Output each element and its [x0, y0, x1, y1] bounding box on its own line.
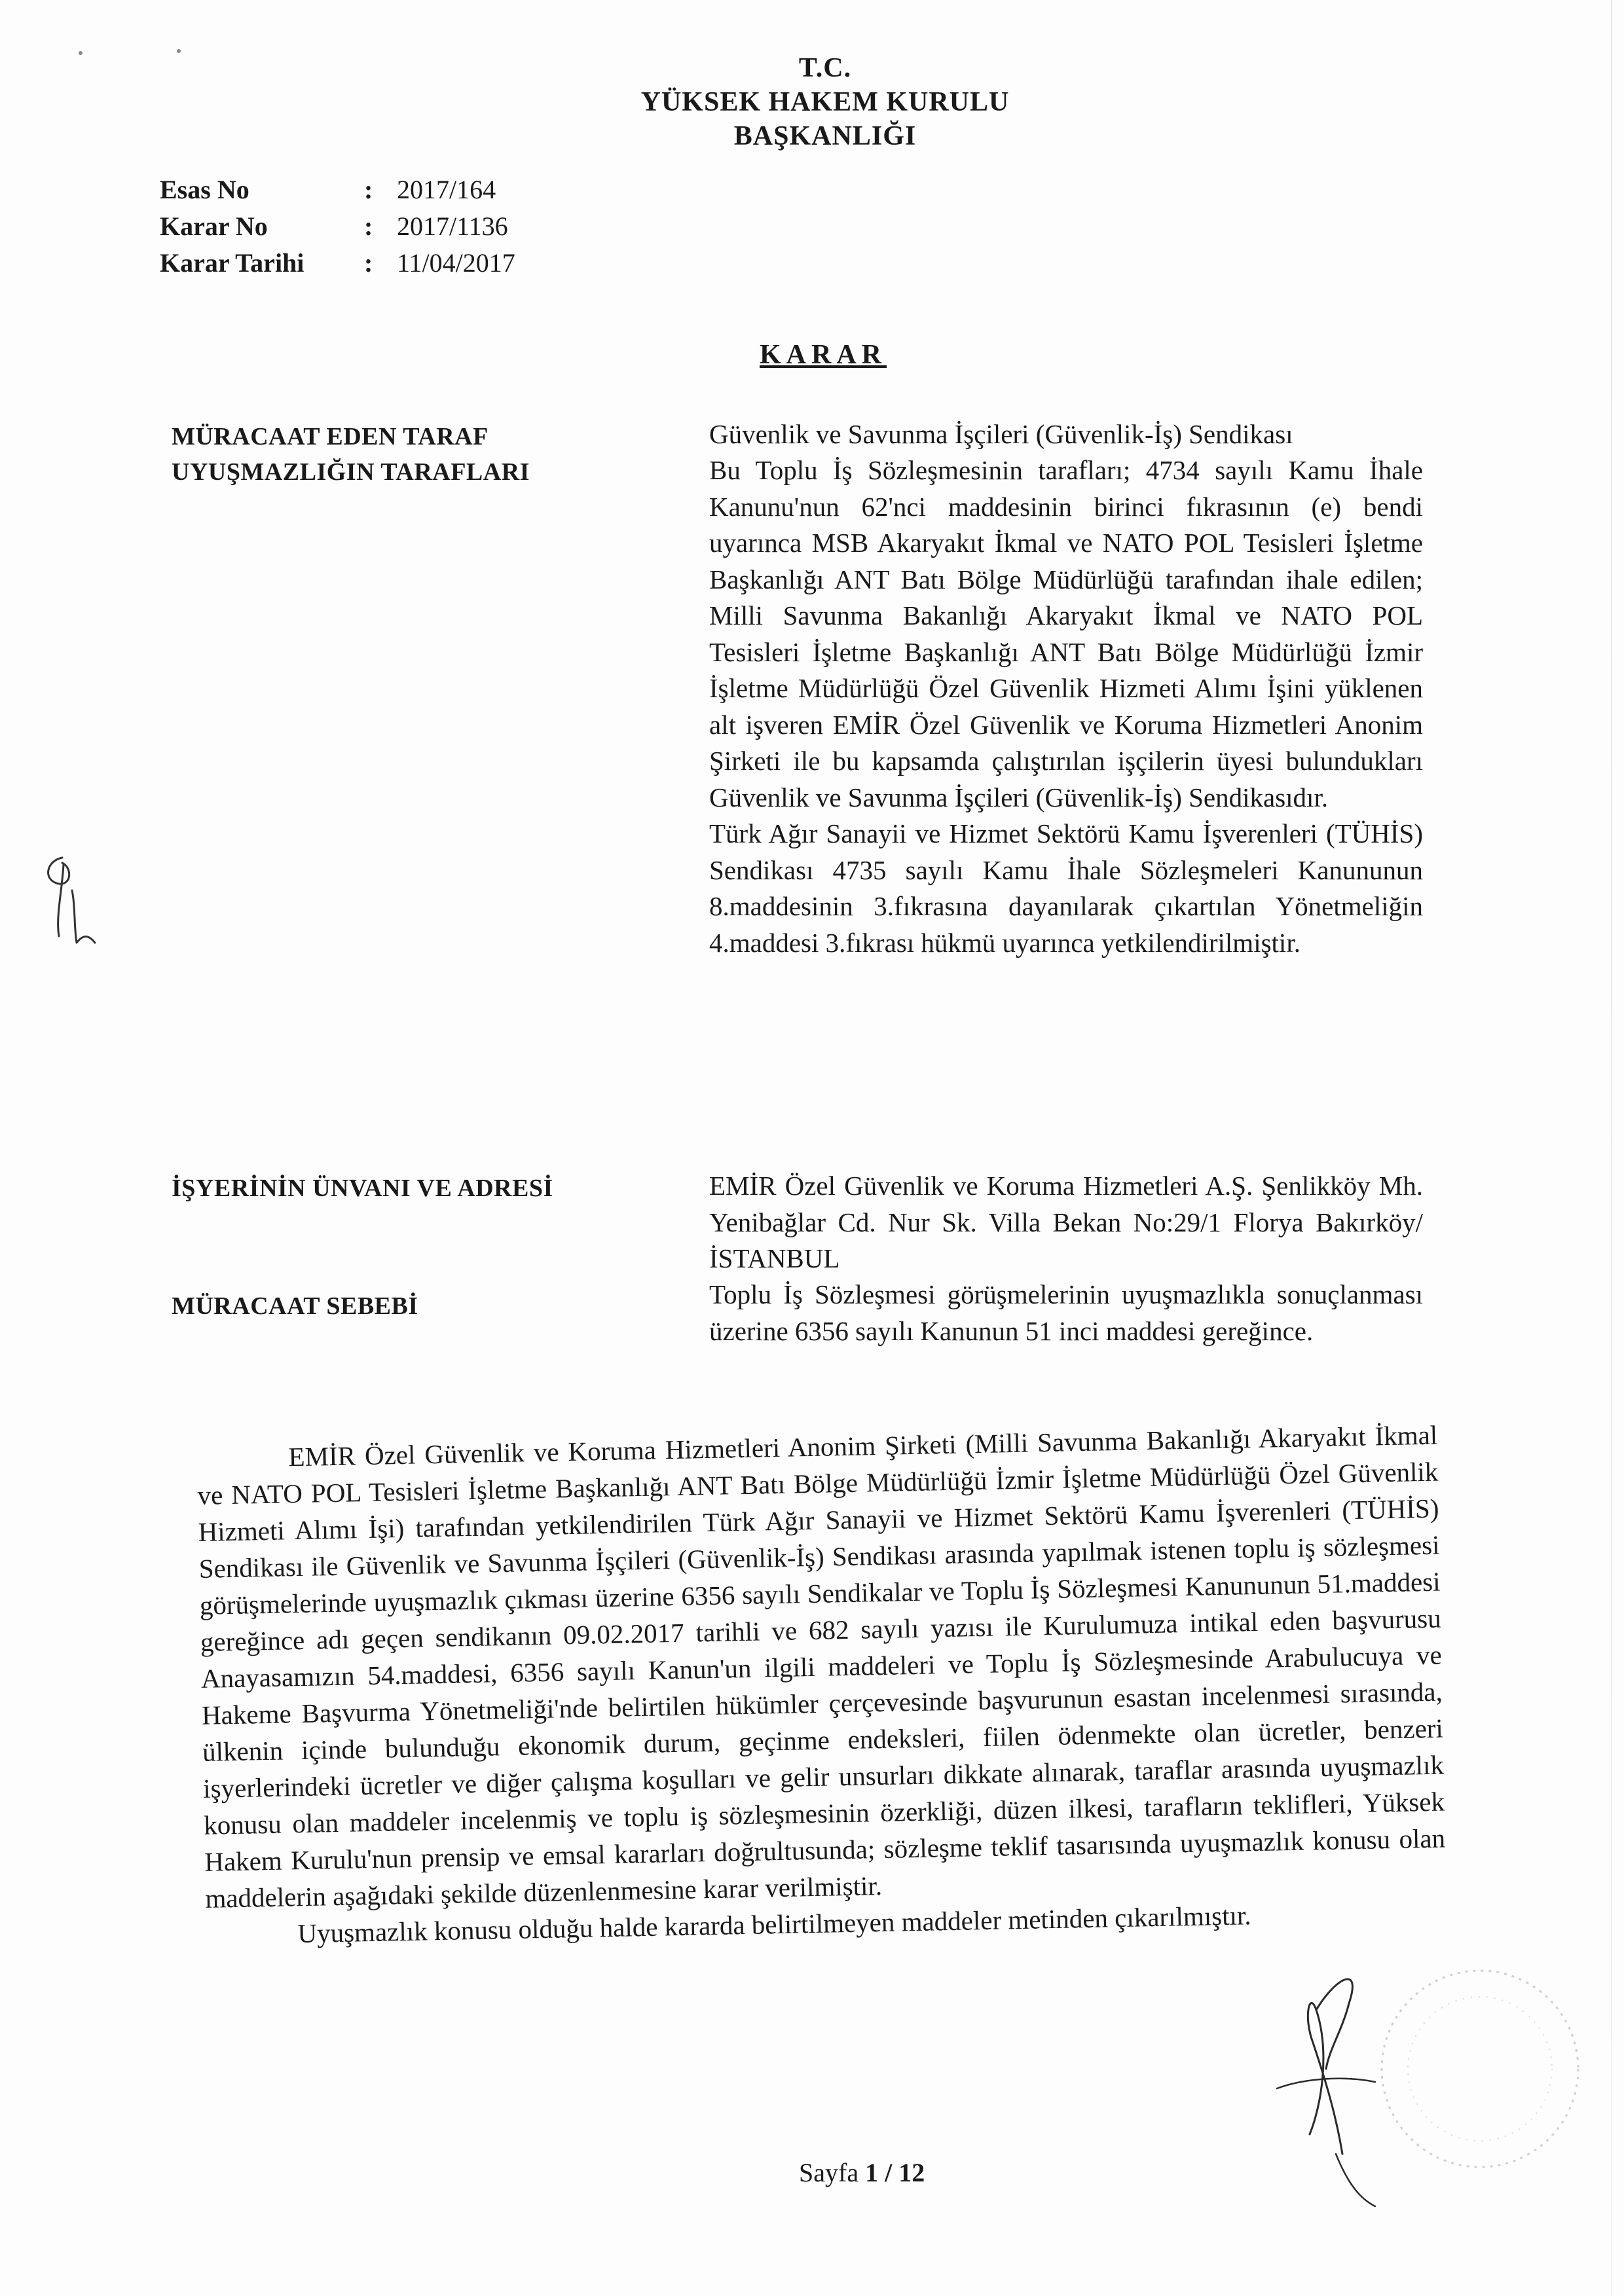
parties-text	[709, 452, 1423, 961]
workplace-value: EMİR Özel Güvenlik ve Koruma Hizmetleri A.Ş. Şenlikköy Mh. Yenibağlar Cd. Nur Sk. Villa Bekan No:29/1 Florya Bakırköy/İSTANBUL	[709, 1171, 1423, 1273]
meta-value: 11/04/2017	[397, 248, 515, 278]
header-institution: YÜKSEK HAKEM KURULU	[640, 87, 1010, 117]
workplace-text	[709, 1168, 1423, 1277]
page-number	[799, 2157, 925, 2188]
meta-value: 2017/1136	[397, 211, 508, 241]
reason-label: MÜRACAAT SEBEBİ	[172, 1292, 418, 1320]
meta-colon: :	[364, 211, 373, 241]
reason-value: Toplu İş Sözleşmesi görüşmelerinin uyuşmazlıkla sonuçlanması üzerine 6356 sayılı Kanunun 51 inci maddesi gereğince.	[709, 1279, 1423, 1346]
scan-dot	[79, 51, 83, 55]
body-paragraph-2: Uyuşmazlık konusu olduğu halde kararda belirtilmeyen maddeler metinden çıkarılmıştır.	[297, 1900, 1251, 1949]
parties-paragraph-2: Türk Ağır Sanayii ve Hizmet Sektörü Kamu İşverenleri (TÜHİS) Sendikası 4735 sayılı Kamu İhale Sözleşmeleri Kanununun 8.maddesinin 3.fıkrasına dayanılarak çıkartılan Yönetmeliğin 4.maddesi 3.fıkrası hükmü uyarınca yetkilendirilmiştir.	[709, 818, 1423, 958]
scan-dot	[177, 49, 181, 53]
workplace-label: İŞYERİNİN ÜNVANI VE ADRESİ	[172, 1175, 553, 1202]
document-header	[576, 51, 1074, 153]
decision-title: KARAR	[760, 340, 887, 370]
reason-text	[709, 1277, 1423, 1349]
meta-label: Esas No	[160, 175, 249, 204]
header-tc: T.C.	[798, 53, 852, 83]
meta-label: Karar Tarihi	[160, 248, 304, 278]
meta-label: Karar No	[160, 211, 268, 241]
applicant-label: MÜRACAAT EDEN TARAF	[172, 423, 489, 450]
signature-icon	[1264, 1938, 1604, 2213]
case-meta	[160, 172, 515, 282]
page-prefix: Sayfa	[799, 2158, 859, 2187]
page-current: 1 / 12	[865, 2158, 925, 2187]
parties-paragraph-1: Bu Toplu İş Sözleşmesinin tarafları; 4734 sayılı Kamu İhale Kanunu'nun 62'nci maddesinin birinci fıkrasının (e) bendi uyarınca MSB Akaryakıt İkmal ve NATO POL Tesisleri İşletme Başkanlığı ANT Batı Bölge Müdürlüğü tarafından ihale edilen; Milli Savunma Bakanlığı Akaryakıt İkmal ve NATO POL Tesisleri İşletme Başkanlığı ANT Batı Bölge Müdürlüğü İzmir İşletme Müdürlüğü Özel Güvenlik Hizmeti Alımı İşini yüklenen alt işveren EMİR Özel Güvenlik ve Koruma Hizmetleri Anonim Şirketi ile bu kapsamda çalıştırılan işçilerin üyesi bulundukları Güvenlik ve Savunma İşçileri (Güvenlik-İş) Sendikasıdır.	[709, 455, 1423, 812]
applicant-value: Güvenlik ve Savunma İşçileri (Güvenlik-İş) Sendikası	[709, 419, 1293, 449]
decision-body	[196, 1417, 1447, 1954]
meta-colon: :	[364, 175, 373, 204]
meta-row-karar	[160, 208, 515, 245]
meta-row-esas	[160, 172, 515, 208]
meta-colon: :	[364, 248, 373, 278]
parties-label: UYUŞMAZLIĞIN TARAFLARI	[172, 458, 530, 486]
meta-value: 2017/164	[397, 175, 496, 204]
meta-row-tarih	[160, 245, 515, 282]
header-presidency: BAŞKANLIĞI	[733, 121, 917, 151]
handwritten-mark-icon	[36, 845, 108, 956]
scan-edge	[1611, 0, 1612, 2296]
body-paragraph-1: EMİR Özel Güvenlik ve Koruma Hizmetleri Anonim Şirketi (Milli Savunma Bakanlığı Akaryakıt İkmal ve NATO POL Tesisleri İşletme Başkanlığı ANT Batı Bölge Müdürlüğü İzmir İşletme Müdürlüğü Özel Güvenlik Hizmeti Alımı İşi) tarafından yetkilendirilen Türk Ağır Sanayii ve Hizmet Sektörü Kamu İşverenleri (TÜHİS) Sendikası ile Güvenlik ve Savunma İşçileri (Güvenlik-İş) Sendikası arasında yapılmak istenen toplu iş sözleşmesi görüşmelerinde uyuşmazlık çıkması üzerine 6356 sayılı Sendikalar ve Toplu İş Sözleşmesi Kanununun 51.maddesi gereğince adı geçen sendikanın 09.02.2017 tarihli ve 682 sayılı yazısı ile Kurulumuza intikal eden başvurusu Anayasamızın 54.maddesi, 6356 sayılı Kanun'un ilgili maddeleri ve Toplu İş Sözleşmesinde Arabulucuya ve Hakeme Başvurma Yönetmeliği'nde belirtilen hükümler çerçevesinde başvurunun esastan incelenmesi sırasında, ülkenin içinde bulunduğu ekonomik durum, geçinme endeksleri, fiilen ödenmekte olan ücretler, benzeri işyerlerindeki ücretler ve diğer çalışma koşulları ve gelir unsurları dikkate alınarak, taraflar arasında uyuşmazlık konusu olan maddeler incelenmiş ve toplu iş sözleşmesinin özerkliği, düzen ilkesi, tarafların teklifleri, Yüksek Hakem Kurulu'nun prensip ve emsal kararları doğrultusunda; sözleşme teklif tasarısında uyuşmazlık konusu olan maddelerin aşağıdaki şekilde düzenlenmesine karar verilmiştir.	[197, 1419, 1446, 1914]
applicant-text	[709, 416, 1423, 453]
